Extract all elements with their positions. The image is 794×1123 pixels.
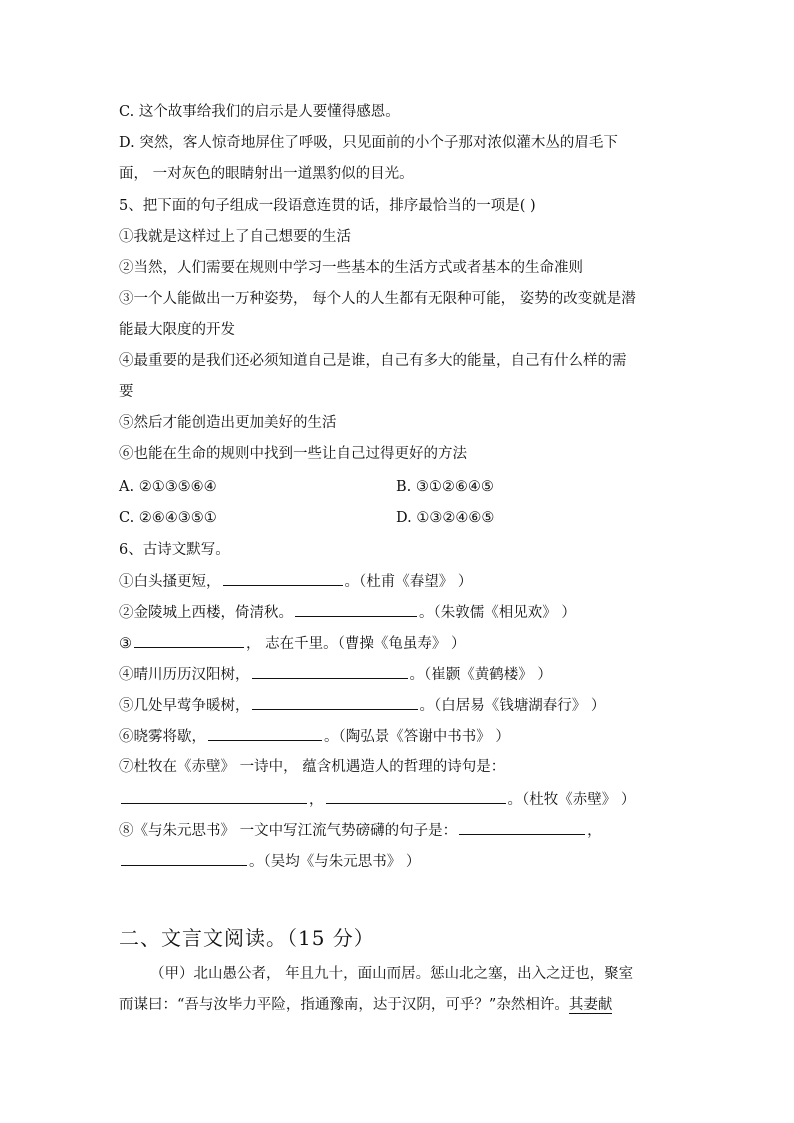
q5-stem: 5、把下面的句子组成一段语意连贯的话，排序最恰当的一项是( ): [119, 198, 536, 214]
answer-blank[interactable]: [295, 602, 417, 617]
q6-item-6: ⑥晓雾将歇， 。（陶弘景《答谢中书书》 ）: [119, 726, 510, 747]
q6-item-3: ③ ， 志在千里。（曹操《龟虽寿》 ）: [119, 633, 465, 654]
passage-line1: （甲）北山愚公者， 年且九十，面山而居。惩山北之塞，出入之迂也，聚室: [150, 966, 634, 982]
q6-stem: 6、古诗文默写。: [119, 542, 230, 558]
q5-option-c: C. ②⑥④③⑤①: [119, 510, 217, 526]
q5-sentence-1: ①我就是这样过上了自己想要的生活: [119, 229, 351, 245]
q6-item-5: ⑤几处早莺争暖树， 。（白居易《钱塘湖春行》 ）: [119, 695, 605, 716]
answer-blank[interactable]: [208, 726, 322, 741]
passage-line2: 而谋曰：“吾与汝毕力平险，指通豫南，达于汉阴，可乎？”杂然相许。其妻献: [119, 997, 613, 1013]
q5-sentence-2: ②当然，人们需要在规则中学习一些基本的生活方式或者基本的生命准则: [119, 260, 583, 276]
q5-sentence-4-line1: ④最重要的是我们还必须知道自己是谁，自己有多大的能量，自己有什么样的需: [119, 353, 627, 369]
answer-blank[interactable]: [326, 789, 506, 804]
q5-option-b: B. ③①②⑥④⑤: [396, 479, 494, 495]
answer-blank[interactable]: [252, 695, 418, 710]
q5-option-a: A. ②①③⑤⑥④: [119, 479, 217, 495]
answer-blank[interactable]: [252, 664, 408, 679]
q6-item-8-line1: ⑧《与朱元思书》 一文中写江流气势磅礴的句子是： ，: [119, 820, 602, 841]
q6-item-8-line2: 。（吴均《与朱元思书》 ）: [119, 851, 420, 872]
q5-option-d: D. ①③②④⑥⑤: [396, 510, 495, 526]
q5-sentence-4-line2: 要: [119, 384, 134, 400]
q5-sentence-6: ⑥也能在生命的规则中找到一些让自己过得更好的方法: [119, 446, 467, 462]
q4-option-c: C. 这个故事给我们的启示是人要懂得感恩。: [119, 104, 400, 120]
q6-item-1: ①白头搔更短， 。（杜甫《春望》 ）: [119, 571, 472, 592]
q5-sentence-5: ⑤然后才能创造出更加美好的生活: [119, 415, 337, 431]
answer-blank[interactable]: [121, 789, 307, 804]
q6-item-7-line1: ⑦杜牧在《赤壁》 一诗中， 蕴含机遇造人的哲理的诗句是：: [119, 759, 506, 775]
q6-item-7-line2: ， 。（杜牧《赤壁》 ）: [119, 789, 635, 810]
q5-sentence-3-line1: ③一个人能做出一万种姿势， 每个人的人生都有无限种可能， 姿势的改变就是潜: [119, 291, 636, 307]
q4-option-d-line1: D. 突然，客人惊奇地屏住了呼吸，只见面前的小个子那对浓似灌木丛的眉毛下: [119, 135, 618, 151]
answer-blank[interactable]: [223, 571, 343, 586]
answer-blank[interactable]: [459, 820, 585, 835]
q5-sentence-3-line2: 能最大限度的开发: [119, 322, 235, 338]
q6-item-2: ②金陵城上西楼，倚清秋。 。（朱敦儒《相见欢》 ）: [119, 602, 576, 623]
section-heading: 二、文言文阅读。（15 分）: [119, 926, 375, 950]
q4-option-d-line2: 面， 一对灰色的眼睛射出一道黑豹似的目光。: [119, 166, 414, 182]
answer-blank[interactable]: [134, 633, 244, 648]
answer-blank[interactable]: [121, 851, 247, 866]
underlined-text: 其妻献: [568, 997, 613, 1013]
q6-item-4: ④晴川历历汉阳树， 。（崔颢《黄鹤楼》 ）: [119, 664, 552, 685]
